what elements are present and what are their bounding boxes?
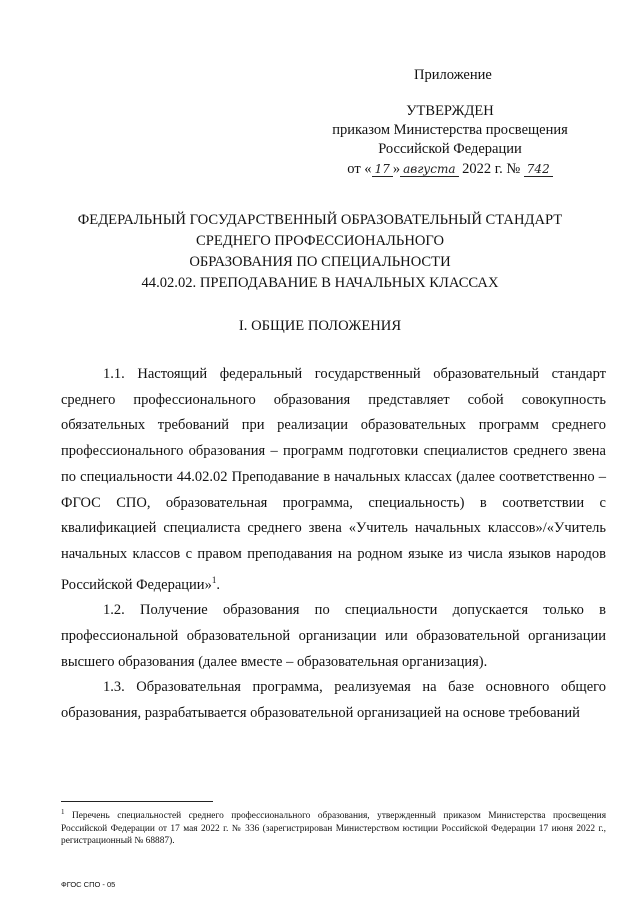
date-day: 17 [372, 162, 393, 177]
section-heading: I. ОБЩИЕ ПОЛОЖЕНИЯ [238, 318, 402, 334]
document-body [61, 362, 606, 727]
order-number: 742 [524, 162, 553, 177]
date-prefix: от « [347, 161, 372, 177]
title-line-3: ОБРАЗОВАНИЯ ПО СПЕЦИАЛЬНОСТИ [189, 254, 451, 270]
footnote-divider [61, 801, 213, 802]
footnote-text: Перечень специальностей среднего профессионального образования, утвержденный приказом Министерства просвещения Российской Федерации от 17 мая 2022 г. № 336 (зарегистрирован Министерством юстиции Российской Федерации 17 июня 2022 г., регистрационный № 68887). [61, 811, 607, 847]
date-month: августа [400, 162, 458, 177]
title-line-2: СРЕДНЕГО ПРОФЕССИОНАЛЬНОГО [195, 233, 445, 249]
federation-line: Российской Федерации [378, 141, 522, 157]
title-line-4: 44.02.02. ПРЕПОДАВАНИЕ В НАЧАЛЬНЫХ КЛАССАХ [141, 275, 499, 291]
footnote [61, 806, 606, 848]
title-line-1: ФЕДЕРАЛЬНЫЙ ГОСУДАРСТВЕННЫЙ ОБРАЗОВАТЕЛЬНЫЙ СТАНДАРТ [77, 212, 563, 228]
paragraph-1-1: 1.1. Настоящий федеральный государственный образовательный стандарт среднего профессионального образования представляет собой совокупность обязательных требований при реализации образовательных программ среднего профессионального образования – программ подготовки специалистов среднего звена по специальности 44.02.02 Преподавание в начальных классах (далее соответственно – ФГОС СПО, образовательная программа, специальность) в соответствии с квалификацией специалиста среднего звена «Учитель начальных классов»/«Учитель начальных классов с правом преподавания на родном языке из числа языков народов Российской Федерации»$^1$. [61, 366, 606, 593]
page-code: ФГОС СПО - 05 [61, 880, 116, 889]
footnote-marker: 1 [61, 808, 65, 816]
document-title [60, 210, 580, 294]
date-mid: » [392, 161, 401, 177]
date-year: 2022 г. № [462, 161, 521, 177]
order-date-line [300, 160, 600, 179]
order-line: приказом Министерства просвещения [332, 122, 568, 138]
paragraph-1-1-text: 1.1. Настоящий федеральный государственный образовательный стандарт среднего профессионального образования представляет собой совокупность обязательных требований при реализации образовательных программ среднего профессионального образования – программ подготовки специалистов среднего звена по специальности 44.02.02 Преподавание в начальных классах (далее соответственно – ФГОС СПО, образовательная программа, специальность) в соответствии с квалификацией специалиста среднего звена «Учитель начальных классов»/«Учитель начальных классов с правом преподавания на родном языке из числа языков народов Российской Федерации» [61, 366, 606, 593]
paragraph-1-2: 1.2. Получение образования по специальности допускается только в профессиональной образовательной организации или образовательной организации высшего образования (далее вместе – образовательная организация). [61, 602, 606, 670]
paragraph-1-3: 1.3. Образовательная программа, реализуемая на базе основного общего образования, разрабатывается образовательной организацией на основе требований [61, 679, 606, 721]
footnote-reference: 1 [211, 574, 217, 585]
appendix-label: Приложение [414, 67, 492, 83]
approved-label: УТВЕРЖДЕН [406, 103, 494, 119]
